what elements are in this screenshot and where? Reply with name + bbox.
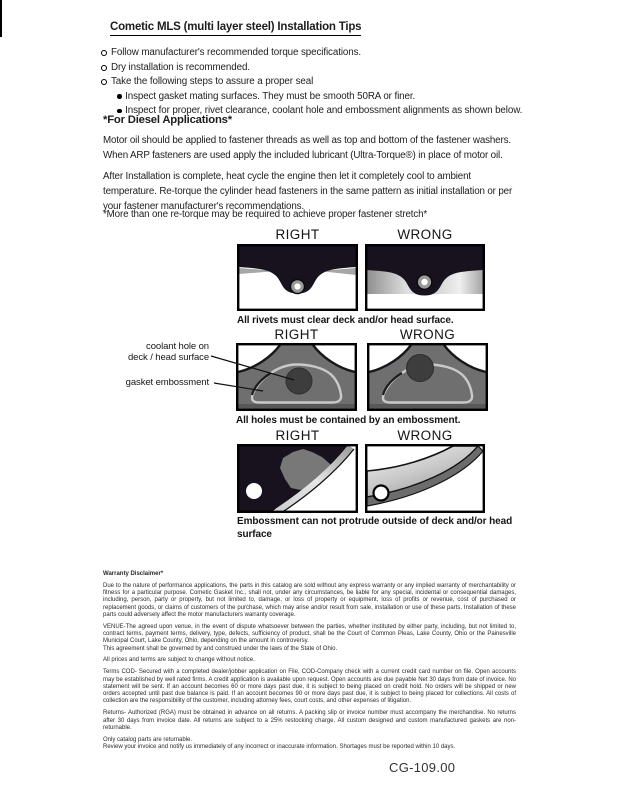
warranty-disclaimer-heading: Warranty Disclaimer*	[103, 571, 164, 577]
hole-inside-embossment-diagram	[236, 343, 357, 411]
rivet-touch-diagram	[365, 244, 485, 311]
page-code: CG-109.00	[389, 760, 456, 775]
tip-text: Inspect gasket mating surfaces. They must be smooth 50RA or finer.	[125, 90, 416, 102]
prices-line: All prices and terms are subject to change without notice.	[103, 657, 255, 664]
fig2-right-diagram	[236, 343, 357, 411]
fig1-right-label: RIGHT	[275, 227, 320, 242]
circle-bullet-icon	[101, 65, 107, 71]
retorque-note: *More than one re-torque may be required to achieve proper fastener stretch*	[103, 209, 428, 220]
fig2-wrong-diagram	[367, 343, 488, 411]
list-item	[101, 61, 531, 76]
fig2-right-label: RIGHT	[274, 327, 319, 342]
terms-paragraph: Terms COD- Secured with a completed dealer/jobber application on File, COD-Company check with a current credit card number on file. Open accounts may be established by well rated firms. A credit application is available upon request. Open accounts are due payable Net 30 days from date of invoice. No statement will be sent. If an account becomes 60 or more days past due, it is subject to being placed on credit hold. No orders will be shipped or new orders accepted until past due balance is paid. If an account becomes 90 or more days past due, it is subject to being placed for collections. All costs of collection are the responsibility of the customer, including attorney fees, court costs, and other expenses of litigation.	[103, 669, 516, 705]
fig2-caption: All holes must be contained by an embossment.	[236, 415, 461, 426]
venue-paragraph: VENUE-The agreed upon venue, in the event of dispute whatsoever between the parties, whether instituted by either party, including, but not limited to, contract terms, payment terms, delivery, type, defects, sufficiency of product, shall be the Court of Common Pleas, Lake County, Ohio or the Painesville Municipal Court, Lake County, Ohio, depending on the amount in controversy.	[103, 623, 516, 645]
dot-bullet-icon	[117, 94, 122, 99]
fig1-wrong-diagram	[365, 244, 485, 311]
list-item	[101, 46, 531, 61]
annotation-line: deck / head surface	[127, 352, 209, 363]
embossment-protruding-diagram	[365, 444, 485, 513]
tip-text: Dry installation is recommended.	[111, 61, 250, 73]
dot-bullet-icon	[117, 109, 122, 114]
gasket-embossment-annotation: gasket embossment	[125, 377, 209, 388]
fig1-wrong-label: WRONG	[397, 227, 453, 242]
diesel-section-heading: *For Diesel Applications*	[103, 114, 232, 126]
warranty-paragraph: Due to the nature of performance applications, the parts in this catalog are sold without any express warranty or any implied warranty of merchantability or fitness for a particular purpose. Cometic Gasket Inc., shall not, under any circumstances, be liable for any special, incidental or consequential damages, including, person, party or property, but not limited to, damage, or loss of property or equipment, loss of profits or revenue, cost of purchased or replacement goods, or claims of customers of the purchase, which may arise and/or result from sale, installation or use of these parts. Installation of these parts could adversely affect the motor manufacturers warranty coverage.	[103, 582, 516, 618]
review-invoice-line: Review your invoice and notify us immediately of any incorrect or inaccurate information. Shortages must be reported within 10 days.	[103, 743, 456, 750]
fig3-wrong-label: WRONG	[397, 428, 453, 443]
diesel-paragraph: After Installation is complete, heat cycle the engine then let it completely cool to ambient temperature. Re-torque the cylinder head fasteners in the same pattern as initial installation or per your fastener manufacturer's recommendations.	[103, 171, 513, 212]
returns-paragraph: Returns- Authorized (RGA) must be obtained in advance on all returns. A packing slip or invoice number must accompany the merchandise. No returns after 30 days from invoice date. All returns are subject to a 25% restocking charge. All custom designed and custom manufactured gaskets are non-returnable.	[103, 710, 516, 731]
hole-outside-embossment-diagram	[367, 343, 488, 411]
fig3-wrong-diagram	[365, 444, 485, 513]
governing-law-line: This agreement shall be governed by and construed under the laws of the State of Ohio.	[103, 645, 338, 652]
tip-text: Follow manufacturer's recommended torque specifications.	[111, 47, 362, 58]
page-title: Cometic MLS (multi layer steel) Installation Tips	[110, 21, 361, 36]
scan-artifact-line	[0, 0, 2, 37]
coolant-hole-annotation	[59, 341, 209, 363]
tip-text: Inspect for proper, rivet clearance, coolant hole and embossment alignments as shown below.	[125, 105, 523, 117]
rivet-clear-diagram	[237, 244, 358, 311]
fig1-caption: All rivets must clear deck and/or head surface.	[237, 315, 454, 326]
embossment-inside-deck-diagram	[237, 444, 358, 513]
circle-bullet-icon	[101, 50, 107, 56]
catalog-parts-line: Only catalog parts are returnable.	[103, 736, 193, 743]
fig3-caption: Embossment can not protrude outside of deck and/or head surface	[237, 516, 513, 540]
fig3-right-diagram	[237, 444, 358, 513]
tips-list	[101, 46, 531, 119]
fig2-wrong-label: WRONG	[399, 327, 456, 342]
circle-bullet-icon	[101, 79, 107, 85]
list-item	[117, 90, 531, 105]
legal-fine-print	[103, 571, 516, 751]
annotation-line: coolant hole on	[146, 341, 209, 352]
fig3-right-label: RIGHT	[275, 428, 320, 443]
tip-text: Take the following steps to assure a proper seal	[111, 76, 314, 88]
fig1-right-diagram	[237, 244, 358, 311]
list-item	[101, 75, 531, 90]
diesel-paragraph: Motor oil should be applied to fastener threads as well as top and bottom of the fastener washers. When ARP fasteners are used apply the included lubricant (Ultra-Torque®) in place of motor oil.	[103, 135, 511, 161]
